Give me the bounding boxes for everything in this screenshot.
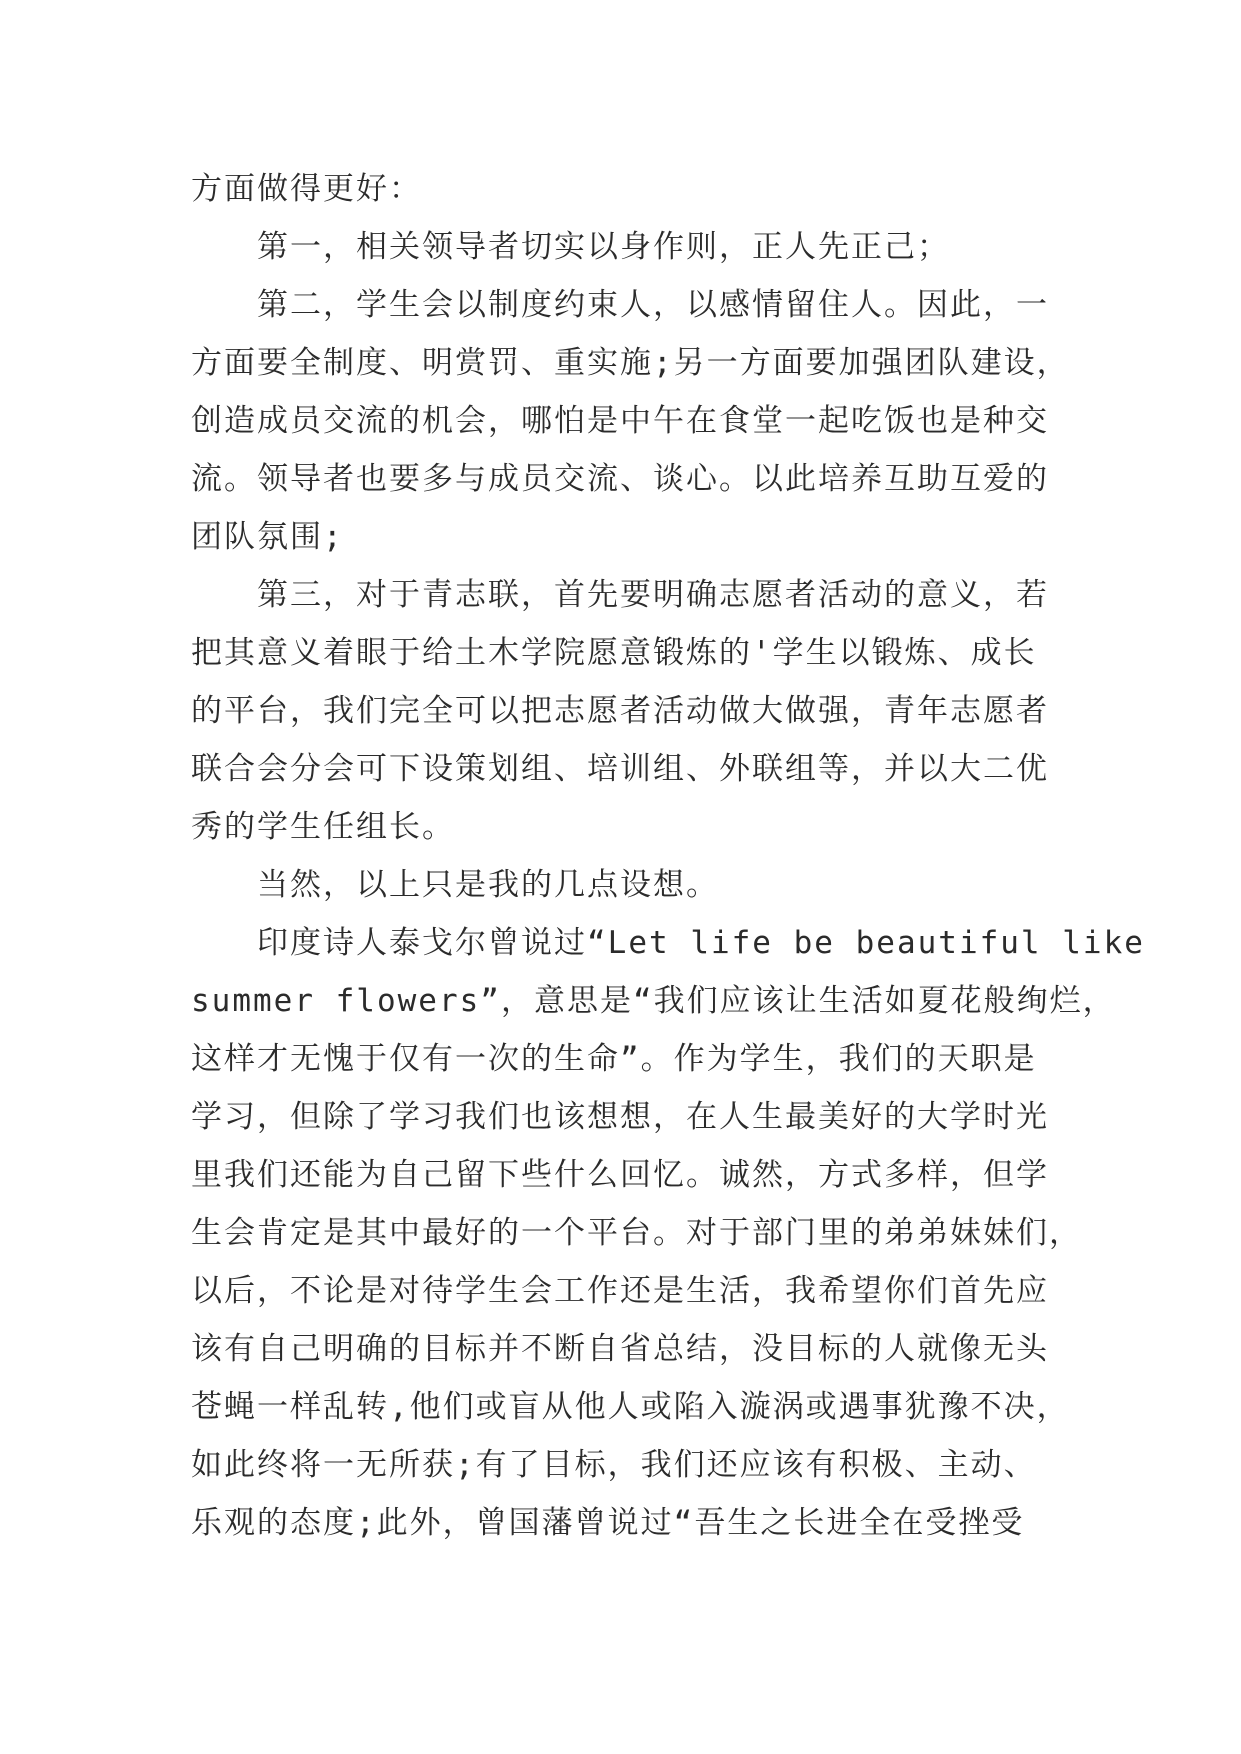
text-line: 把其意义着眼于给土木学院愿意锻炼的'学生以锻炼、成长 xyxy=(191,635,1037,671)
text-line: 以后，不论是对待学生会工作还是生活，我希望你们首先应 xyxy=(191,1273,1049,1309)
text-line: 如此终将一无所获;有了目标，我们还应该有积极、主动、 xyxy=(191,1447,1037,1483)
text-line: 这样才无愧于仅有一次的生命”。作为学生，我们的天职是 xyxy=(191,1041,1037,1077)
text-line: 生会肯定是其中最好的一个平台。对于部门里的弟弟妹妹们， xyxy=(191,1215,1082,1251)
text-line: 第三，对于青志联，首先要明确志愿者活动的意义，若 xyxy=(257,577,1049,613)
text-line: 秀的学生任组长。 xyxy=(191,809,455,845)
text-line: 该有自己明确的目标并不断自省总结，没目标的人就像无头 xyxy=(191,1331,1049,1367)
text-line: 印度诗人泰戈尔曾说过“Let life be beautiful like xyxy=(257,925,1145,961)
text-line: 团队氛围; xyxy=(191,519,344,555)
text-line: 方面要全制度、明赏罚、重实施;另一方面要加强团队建设， xyxy=(191,345,1070,381)
text-line: 方面做得更好： xyxy=(191,171,422,207)
text-line: 里我们还能为自己留下些什么回忆。诚然，方式多样，但学 xyxy=(191,1157,1049,1193)
text-line: 学习，但除了学习我们也该想想，在人生最美好的大学时光 xyxy=(191,1099,1049,1135)
text-line: 第二，学生会以制度约束人，以感情留住人。因此，一 xyxy=(257,287,1049,323)
text-line: 流。领导者也要多与成员交流、谈心。以此培养互助互爱的 xyxy=(191,461,1049,497)
text-line: 联合会分会可下设策划组、培训组、外联组等，并以大二优 xyxy=(191,751,1049,787)
text-line: 的平台，我们完全可以把志愿者活动做大做强，青年志愿者 xyxy=(191,693,1049,729)
text-line: summer flowers”，意思是“我们应该让生活如夏花般绚烂， xyxy=(191,983,1116,1019)
document-body xyxy=(191,160,1145,1552)
text-line: 创造成员交流的机会，哪怕是中午在食堂一起吃饭也是种交 xyxy=(191,403,1049,439)
text-line: 当然，以上只是我的几点设想。 xyxy=(257,867,719,903)
text-line: 乐观的态度;此外，曾国藩曾说过“吾生之长进全在受挫受 xyxy=(191,1505,1025,1541)
text-line: 苍蝇一样乱转,他们或盲从他人或陷入漩涡或遇事犹豫不决， xyxy=(191,1389,1070,1425)
text-line: 第一，相关领导者切实以身作则，正人先正己； xyxy=(257,229,950,265)
